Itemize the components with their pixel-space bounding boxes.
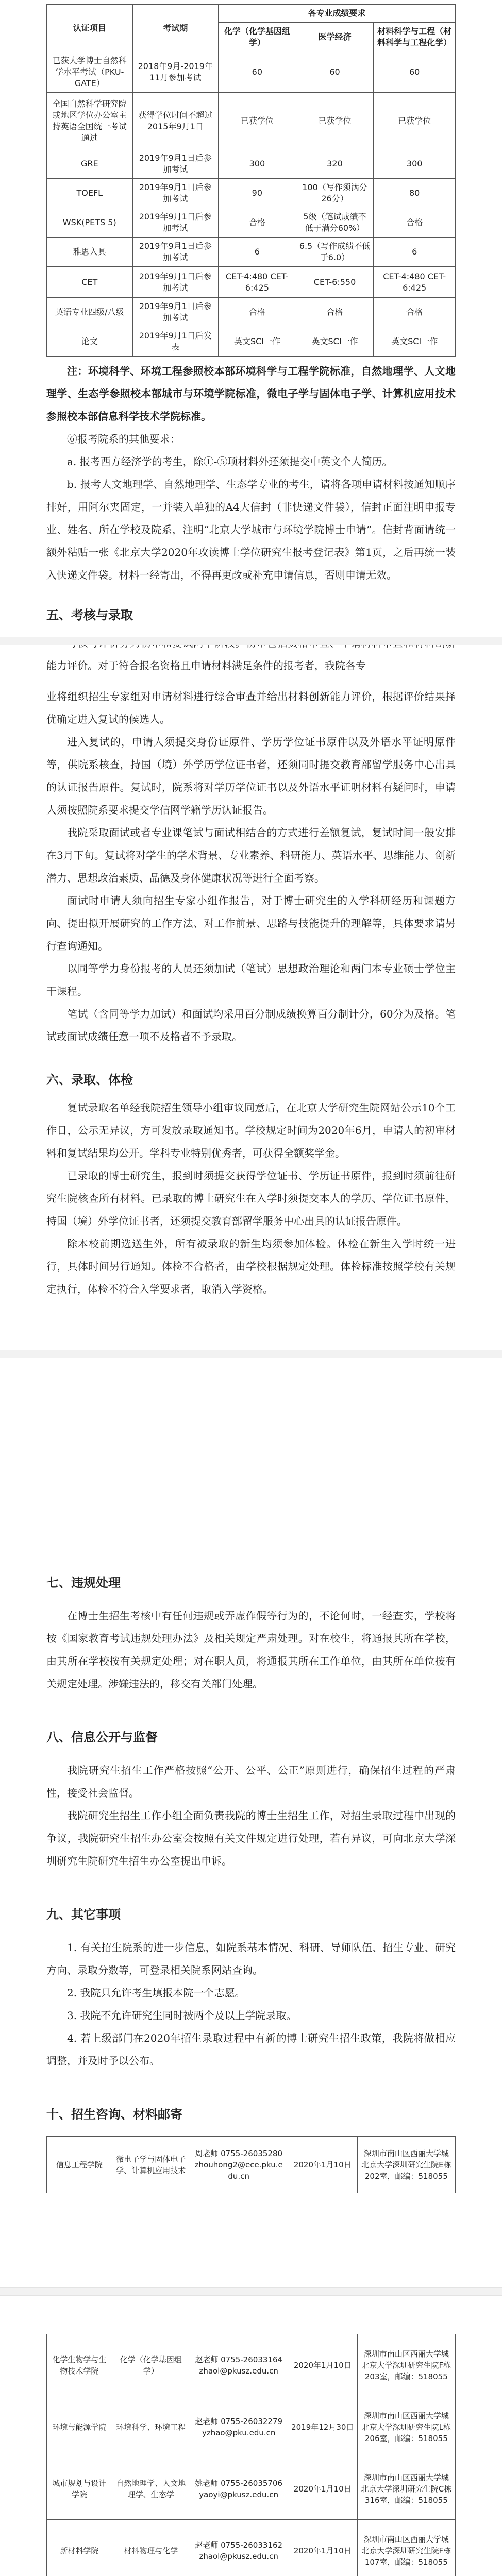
cell-value: CET-4:480 CET-6:425 bbox=[219, 267, 296, 298]
cell-major: 材料物理与化学 bbox=[112, 2520, 190, 2576]
cell-person: 赵老师 0755-26033164 zhaol@pkusz.edu.cn bbox=[190, 2334, 288, 2396]
table-row bbox=[47, 2137, 456, 2193]
table-row bbox=[47, 149, 456, 179]
cell-major: 化学（化学基因组学） bbox=[112, 2334, 190, 2396]
table-row bbox=[47, 298, 456, 327]
page-3 bbox=[0, 1386, 502, 2241]
table-row bbox=[47, 52, 456, 93]
header-section: 各专业成绩要求 bbox=[219, 5, 456, 23]
section-5-paragraph: 业将组织招生专家组对申请材料进行综合审查并给出材料创新能力评价，根据评价结果择优确定进入复试的候选人。 bbox=[46, 690, 456, 725]
cell-value: 6 bbox=[374, 238, 456, 267]
cell-value: 90 bbox=[219, 179, 296, 208]
cell-major: 环境科学、环境工程 bbox=[112, 2396, 190, 2458]
cell-time: 2019年9月1日后发表 bbox=[132, 327, 219, 357]
other-requirements-title: ⑥报考院系的其他要求： bbox=[67, 433, 180, 445]
section-5-paragraph: 我院采取面试或者专业课笔试与面试相结合的方式进行差额复试，复试时间一般安排在3月下旬。复试将对学生的学术背景、专业素养、科研能力、英语水平、思维能力、创新潜力、思想政治素质、品德及身体健康状况等进行全面考察。 bbox=[46, 826, 456, 884]
cell-value: 已获学位 bbox=[296, 93, 374, 149]
contact-table bbox=[46, 2136, 456, 2193]
cell-cert: CET bbox=[47, 267, 133, 298]
cell-person: 赵老师 0755-26032279 yzhao@pku.edu.cn bbox=[190, 2396, 288, 2458]
cell-time: 2019年9月1日后参加考试 bbox=[132, 208, 219, 238]
cell-value: 300 bbox=[219, 149, 296, 179]
table-note: 注：环境科学、环境工程参照校本部环境科学与工程学院标准，自然地理学、人文地理学、生态学参照校本部城市与环境学院标准，微电子学与固体电子学、计算机应用技术参照校本部信息科学技术学院标准。 bbox=[46, 365, 456, 422]
cell-deadline: 2020年1月10日 bbox=[288, 2458, 357, 2520]
cell-school: 新材料学院 bbox=[47, 2520, 112, 2576]
cell-cert: 论文 bbox=[47, 327, 133, 357]
cell-value: 60 bbox=[374, 52, 456, 93]
cell-time: 获得学位时间不超过2015年9月1日 bbox=[132, 93, 219, 149]
cell-major: 微电子学与固体电子学、计算机应用技术 bbox=[112, 2137, 190, 2193]
cell-address: 深圳市南山区西丽大学城北京大学深圳研究生院E栋202室，邮编：518055 bbox=[357, 2137, 455, 2193]
cell-time: 2019年9月1日后参加考试 bbox=[132, 298, 219, 327]
cell-major: 自然地理学、人文地理学、生态学 bbox=[112, 2458, 190, 2520]
table-row bbox=[47, 2458, 456, 2520]
cell-person: 姚老师 0755-26035706 yaoyi@pkusz.edu.cn bbox=[190, 2458, 288, 2520]
page-separator bbox=[0, 1350, 502, 1358]
cell-value: 英文SCI一作 bbox=[219, 327, 296, 357]
cell-value: 5级（笔试成绩不低于满分60%） bbox=[296, 208, 374, 238]
section-6-paragraph: 除本校前期选送生外，所有被录取的新生均须参加体检。体检在新生入学时统一进行，具体时间另行通知。体检不合格者，由学校根据规定处理。体检标准按照学校有关规定执行，体检不符合入学要求者，取消入学资格。 bbox=[46, 1238, 456, 1295]
cell-value: 合格 bbox=[374, 208, 456, 238]
cell-value: 合格 bbox=[374, 298, 456, 327]
cell-value: 60 bbox=[296, 52, 374, 93]
cell-value: CET-6:550 bbox=[296, 267, 374, 298]
cell-school: 化学生物学与生物技术学院 bbox=[47, 2334, 112, 2396]
cell-cert: 全国自然科学研究院或地区学位办公室主持英语全国统一考试通过 bbox=[47, 93, 133, 149]
cell-cert: GRE bbox=[47, 149, 133, 179]
header-major-2: 医学经济 bbox=[296, 23, 374, 52]
contact-table-continued bbox=[46, 2334, 456, 2576]
other-requirement-a: a. 报考西方经济学的考生，除①-⑤项材料外还须提交中英文个人简历。 bbox=[67, 455, 393, 468]
cell-value: 6 bbox=[219, 238, 296, 267]
cell-time: 2019年9月1日后参加考试 bbox=[132, 149, 219, 179]
section-7-title: 七、违规处理 bbox=[46, 1575, 121, 1590]
cell-school: 信息工程学院 bbox=[47, 2137, 112, 2193]
page-separator bbox=[0, 637, 502, 645]
section-6-paragraph: 已录取的博士研究生，报到时须提交获得学位证书、学历证书原件，报到时须前往研究生院核查所有材料。已录取的博士研究生在入学时须提交本人的学历、学位证书原件，持国（境）外学位证书者，还须提交教育部留学服务中心出具的认证报告原件。 bbox=[46, 1170, 456, 1227]
cell-school: 城市规划与设计学院 bbox=[47, 2458, 112, 2520]
cell-value: 合格 bbox=[219, 298, 296, 327]
cell-person: 周老师 0755-26035280 zhouhong2@ece.pku.edu.cn bbox=[190, 2137, 288, 2193]
table-row bbox=[47, 2396, 456, 2458]
section-9-item: 4. 若上级部门在2020年招生录取过程中有新的博士研究生招生政策，我院将做相应调整，并及时予以公布。 bbox=[46, 2032, 456, 2067]
section-5-paragraph: 笔试（含同等学力加试）和面试均采用百分制成绩换算百分制计分，60分为及格。笔试或面试成绩任意一项不及格者不予录取。 bbox=[46, 1008, 456, 1043]
section-6-paragraph: 复试录取名单经我院招生领导小组审议同意后，在北京大学研究生院网站公示10个工作日，公示无异议，方可发放录取通知书。学校规定时间为2020年6月，申请人的初审材料和复试结果均公开。学科专业特别优秀者，可获得全额奖学金。 bbox=[46, 1101, 456, 1159]
table-row bbox=[47, 2334, 456, 2396]
cell-value: CET-4:480 CET-6:425 bbox=[374, 267, 456, 298]
header-major-1: 化学（化学基因组学） bbox=[219, 23, 296, 52]
cell-time: 2019年9月1日后参加考试 bbox=[132, 238, 219, 267]
cell-value: 320 bbox=[296, 149, 374, 179]
cell-deadline: 2019年12月30日 bbox=[288, 2396, 357, 2458]
table-row bbox=[47, 2520, 456, 2576]
section-5-paragraph: 进入复试的，申请人须提交身份证原件、学历学位证书原件以及外语水平证明原件等，供院系核查，持国（境）外学历学位证书者，还须同时提交教育部留学服务中心出具的认证报告原件。复试时，院系将对学历学位证书以及外语水平证明材料有疑问时，申请人须按照院系要求提交学信网学籍学历认证报告。 bbox=[46, 736, 456, 816]
section-7-paragraph: 在博士生招生考核中有任何违规或弄虚作假等行为的，不论何时，一经查实，学校将按《国家教育考试违规处理办法》及相关规定严肃处理。对在校生，将通报其所在学校，由其所在学校按有关规定处理；对在职人员，将通报其所在工作单位，由其所在单位按有关规定处理。涉嫌违法的，移交有关部门处理。 bbox=[46, 1609, 456, 1690]
page-4 bbox=[0, 2334, 502, 2576]
cell-deadline: 2020年1月10日 bbox=[288, 2334, 357, 2396]
header-time: 考试期 bbox=[132, 5, 219, 52]
cell-person: 赵老师 0755-26033162 zhaol@pkusz.edu.cn bbox=[190, 2520, 288, 2576]
section-5-paragraph: 面试时申请人须向招生专家小组作报告，对于博士研究生的入学科研经历和课题方向、提出拟开展研究的工作方法、对工作前景、思路与技能提升的理解等，具体要求请另行查询通知。 bbox=[46, 894, 456, 952]
cell-value: 80 bbox=[374, 179, 456, 208]
requirements-table bbox=[46, 4, 456, 357]
cell-value: 英文SCI一作 bbox=[296, 327, 374, 357]
cell-value: 已获学位 bbox=[374, 93, 456, 149]
cell-school: 环境与能源学院 bbox=[47, 2396, 112, 2458]
section-9-title: 九、其它事项 bbox=[46, 1907, 121, 1922]
cell-value: 6.5（写作成绩不低于6.0） bbox=[296, 238, 374, 267]
section-10-title: 十、招生咨询、材料邮寄 bbox=[46, 2107, 182, 2122]
cell-cert: 已获大学博士自然科学水平考试（PKU-GATE） bbox=[47, 52, 133, 93]
cell-address: 深圳市南山区西丽大学城北京大学深圳研究生院L栋206室，邮编：518055 bbox=[357, 2396, 455, 2458]
table-row bbox=[47, 179, 456, 208]
cell-address: 深圳市南山区西丽大学城北京大学深圳研究生院F栋107室，邮编：518055 bbox=[357, 2520, 455, 2576]
table-row bbox=[47, 238, 456, 267]
cell-address: 深圳市南山区西丽大学城北京大学深圳研究生院C栋316室，邮编：518055 bbox=[357, 2458, 455, 2520]
cell-value: 英文SCI一作 bbox=[374, 327, 456, 357]
cell-value: 60 bbox=[219, 52, 296, 93]
cell-value: 100（写作须满分26分） bbox=[296, 179, 374, 208]
cell-address: 深圳市南山区西丽大学城北京大学深圳研究生院F栋203室，邮编：518055 bbox=[357, 2334, 455, 2396]
table-row bbox=[47, 93, 456, 149]
cell-time: 2018年9月-2019年11月参加考试 bbox=[132, 52, 219, 93]
section-9-item: 2. 我院只允许考生填报本院一个志愿。 bbox=[67, 1987, 245, 1999]
cell-cert: 英语专业四级/八级 bbox=[47, 298, 133, 327]
page-separator bbox=[0, 2287, 502, 2296]
page-1 bbox=[0, 0, 502, 672]
table-row bbox=[47, 208, 456, 238]
section-9-item: 1. 有关招生院系的进一步信息，如院系基本情况、科研、导师队伍、招生专业、研究方向、录取分数等，可登录相关院系网站查询。 bbox=[46, 1941, 456, 1976]
cell-cert: 雅思入具 bbox=[47, 238, 133, 267]
other-requirement-b: b. 报考人文地理学、自然地理学、生态学专业的考生，请将各项申请材料按通知顺序排好，用阿尔夹固定，一并装入单独的A4大信封（非快递文件袋），信封正面注明申报专业、姓名、所在学校及院系，注明“北京大学城市与环境学院博士申请”。信封背面请统一额外粘贴一张《北京大学2020年攻读博士学位研究生报考登记表》第1页，之后再统一装入快递文件袋。材料一经寄出，不得再更改或补充申请信息，否则申请无效。 bbox=[46, 478, 456, 581]
section-8-title: 八、信息公开与监督 bbox=[46, 1730, 158, 1744]
cell-deadline: 2020年1月10日 bbox=[288, 2137, 357, 2193]
section-5-title: 五、考核与录取 bbox=[46, 608, 133, 622]
table-row bbox=[47, 267, 456, 298]
cell-value: 300 bbox=[374, 149, 456, 179]
header-cert: 认证项目 bbox=[47, 5, 133, 52]
section-5-paragraph: 能力评价。对于符合报名资格且申请材料满足条件的报考者，我院各专 bbox=[46, 659, 366, 672]
cell-deadline: 2020年1月10日 bbox=[288, 2520, 357, 2576]
cell-time: 2019年9月1日后参加考试 bbox=[132, 267, 219, 298]
section-5-paragraph: 以同等学力身份报考的人员还须加试（笔试）思想政治理论和两门本专业硕士学位主干课程。 bbox=[46, 962, 456, 997]
section-6-title: 六、录取、体检 bbox=[46, 1073, 133, 1087]
table-row bbox=[47, 327, 456, 357]
header-major-3: 材料科学与工程（材料科学与工程化学） bbox=[374, 23, 456, 52]
section-8-paragraph: 我院研究生招生工作小组全面负责我院的博士生招生工作，对招生录取过程中出现的争议，我院研究生招生办公室会按照有关文件规定进行处理，若有异议，可向北京大学深圳研究生院研究生招生办公室提出申诉。 bbox=[46, 1809, 456, 1867]
cell-time: 2019年9月1日后参加考试 bbox=[132, 179, 219, 208]
cell-value: 已获学位 bbox=[219, 93, 296, 149]
section-8-paragraph: 我院研究生招生工作严格按照“公开、公平、公正”原则进行，确保招生过程的严肃性，接受社会监督。 bbox=[46, 1764, 456, 1799]
cell-value: 合格 bbox=[219, 208, 296, 238]
cell-cert: TOEFL bbox=[47, 179, 133, 208]
cell-cert: WSK(PETS 5) bbox=[47, 208, 133, 238]
cell-value: 合格 bbox=[296, 298, 374, 327]
page-2 bbox=[0, 685, 502, 1319]
section-9-item: 3. 我院不允许研究生同时被两个及以上学院录取。 bbox=[67, 2009, 297, 2022]
